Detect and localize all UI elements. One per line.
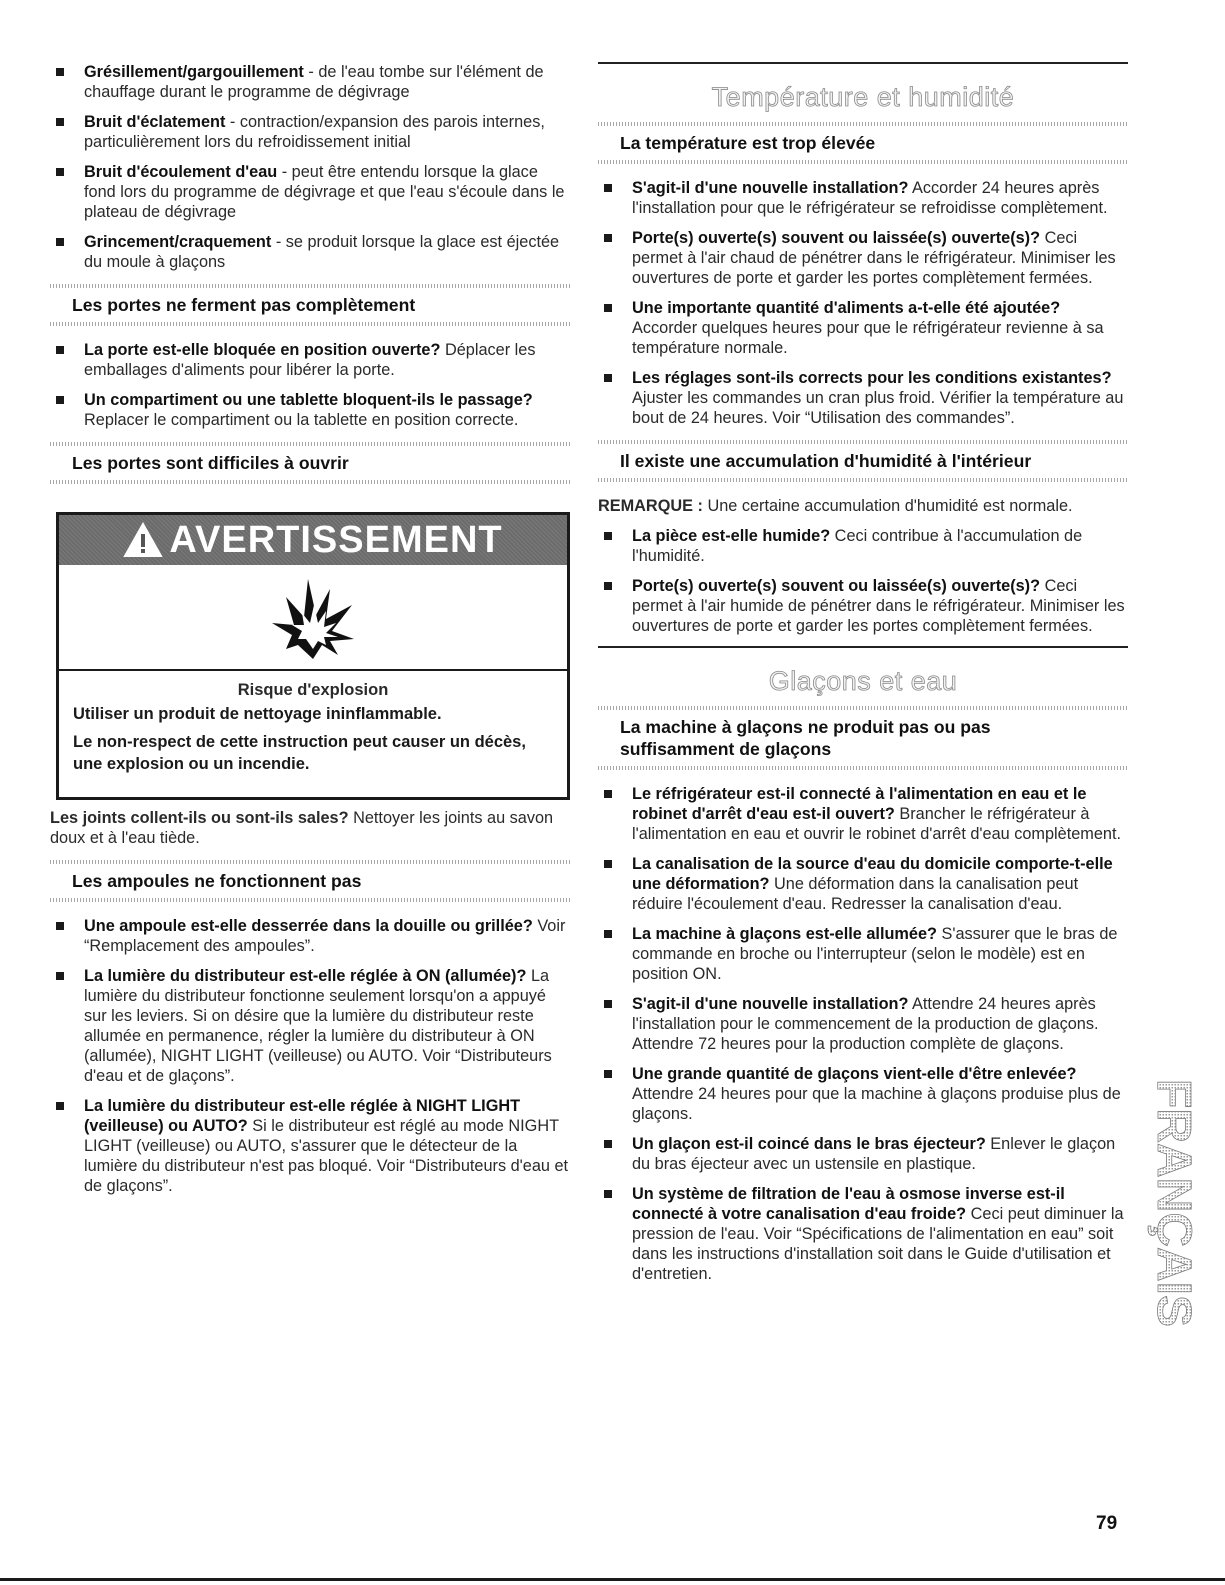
list-item: Grincement/craquement - se produit lorsque la glace est éjectée du moule à glaçons <box>50 232 572 272</box>
list-item: Bruit d'éclatement - contraction/expansion des parois internes, particulièrement lors du refroidissement initial <box>50 112 572 152</box>
left-column <box>50 62 572 1206</box>
hazard-label: Risque d'explosion <box>237 681 389 699</box>
list-item: La pièce est-elle humide? Ceci contribue à l'accumulation de l'humidité. <box>598 526 1128 566</box>
warning-instruction: Utiliser un produit de nettoyage ininflammable. <box>73 705 442 723</box>
bullet-icon <box>56 396 64 404</box>
list-item: La porte est-elle bloquée en position ouverte? Déplacer les emballages d'aliments pour libérer la porte. <box>50 340 572 380</box>
bullet-icon <box>56 346 64 354</box>
dotted-divider <box>50 442 572 446</box>
right-column <box>598 62 1128 1294</box>
dotted-divider <box>50 322 572 326</box>
bullet-icon <box>56 168 64 176</box>
bullet-icon <box>604 930 612 938</box>
bullet-icon <box>56 1102 64 1110</box>
explosion-icon <box>268 575 358 661</box>
list-item: S'agit-il d'une nouvelle installation? Accorder 24 heures après l'installation pour que le réfrigérateur se refroidisse complètement. <box>598 178 1128 218</box>
warning-triangle-icon <box>123 522 163 558</box>
list-item: La lumière du distributeur est-elle réglée à ON (allumée)? La lumière du distributeur fonctionne seulement lorsqu'on a appuyé sur les leviers. Si on désire que la lumière du distributeur reste allumée en permanence, régler la lumière du distributeur à ON (allumée), NIGHT LIGHT (veilleuse) ou AUTO. Voir “Distributeurs d'eau et de glaçons”. <box>50 966 572 1086</box>
list-item: Un glaçon est-il coincé dans le bras éjecteur? Enlever le glaçon du bras éjecteur avec un ustensile en plastique. <box>598 1134 1128 1174</box>
bottom-rule <box>0 1578 1225 1581</box>
list-item: Une ampoule est-elle desserrée dans la douille ou grillée? Voir “Remplacement des ampoules”. <box>50 916 572 956</box>
gaskets-paragraph: Les joints collent-ils ou sont-ils sales? Nettoyer les joints au savon doux et à l'eau tiède. <box>50 809 554 847</box>
bullet-icon <box>604 532 612 540</box>
list-item: Les réglages sont-ils corrects pour les conditions existantes? Ajuster les commandes un cran plus froid. Vérifier la température au bout de 24 heures. Voir “Utilisation des commandes”. <box>598 368 1128 428</box>
list-item: Bruit d'écoulement d'eau - peut être entendu lorsque la glace fond lors du programme de dégivrage et que l'eau s'écoule dans le plateau de dégivrage <box>50 162 572 222</box>
list-item: Un compartiment ou une tablette bloquent-ils le passage? Replacer le compartiment ou la tablette en position correcte. <box>50 390 572 430</box>
dotted-divider <box>50 860 572 864</box>
bullet-icon <box>56 238 64 246</box>
bullet-icon <box>604 234 612 242</box>
bullet-icon <box>604 860 612 868</box>
bullet-icon <box>604 374 612 382</box>
dotted-divider <box>598 160 1128 164</box>
dotted-divider <box>598 766 1128 770</box>
list-item: S'agit-il d'une nouvelle installation? Attendre 24 heures après l'installation pour le commencement de la production de glaçons. Attendre 72 heures pour la production complète de glaçons. <box>598 994 1128 1054</box>
bullet-icon <box>56 972 64 980</box>
list-item: La canalisation de la source d'eau du domicile comporte-t-elle une déformation? Une déformation dans la canalisation peut réduire l'écoulement d'eau. Redresser la canalisation d'eau. <box>598 854 1128 914</box>
bullet-icon <box>604 1000 612 1008</box>
list-item: Porte(s) ouverte(s) souvent ou laissée(s) ouverte(s)? Ceci permet à l'air humide de pénétrer dans le réfrigérateur. Minimiser les ouvertures de porte et garder les portes complètement fermées. <box>598 576 1128 636</box>
dotted-divider <box>598 440 1128 444</box>
list-item: La machine à glaçons est-elle allumée? S'assurer que le bras de commande en broche ou l'interrupteur (selon le modèle) est en position ON. <box>598 924 1128 984</box>
subheading-humidity: Il existe une accumulation d'humidité à l'intérieur <box>598 440 1128 482</box>
section-title-ice: Glaçons et eau <box>768 666 958 696</box>
dotted-divider <box>50 898 572 902</box>
language-side-tab <box>1140 1075 1200 1345</box>
humidity-note: REMARQUE : Une certaine accumulation d'humidité est normale. <box>598 497 1073 515</box>
bullet-icon <box>604 582 612 590</box>
bullet-icon <box>604 1190 612 1198</box>
subheading-doors-not-close: Les portes ne ferment pas complètement <box>50 284 572 326</box>
warning-consequence: Le non-respect de cette instruction peut causer un décès, une explosion ou un incendie. <box>73 733 526 773</box>
list-item: Une grande quantité de glaçons vient-elle d'être enlevée? Attendre 24 heures pour que la machine à glaçons produise plus de glaçons. <box>598 1064 1128 1124</box>
bullet-icon <box>56 922 64 930</box>
subheading-ice: La machine à glaçons ne produit pas ou pas suffisamment de glaçons <box>598 706 1128 770</box>
warning-box <box>56 512 570 800</box>
page-number: 79 <box>1096 1513 1118 1534</box>
dotted-divider <box>50 480 572 484</box>
bullet-icon <box>56 118 64 126</box>
subheading-doors-hard: Les portes sont difficiles à ouvrir <box>50 442 572 484</box>
section-title-temperature: Température et humidité <box>711 82 1015 112</box>
list-item: Le réfrigérateur est-il connecté à l'alimentation en eau et le robinet d'arrêt d'eau est-il ouvert? Brancher le réfrigérateur à l'alimentation en eau et ouvrir le robinet d'arrêt d'eau complètement. <box>598 784 1128 844</box>
list-item: Porte(s) ouverte(s) souvent ou laissée(s) ouverte(s)? Ceci permet à l'air chaud de pénétrer dans le réfrigérateur. Minimiser les ouvertures de porte et garder les portes complètement fermées. <box>598 228 1128 288</box>
dotted-divider <box>50 284 572 288</box>
warning-title: AVERTISSEMENT <box>169 518 503 561</box>
bullet-icon <box>604 304 612 312</box>
warning-header <box>59 515 567 565</box>
bullet-icon <box>604 1140 612 1148</box>
side-tab-label: FRANÇAIS <box>1147 1079 1200 1327</box>
subheading-temp-high: La température est trop élevée <box>598 122 1128 164</box>
list-item: Un système de filtration de l'eau à osmose inverse est-il connecté à votre canalisation d'eau froide? Ceci peut diminuer la pression de l'eau. Voir “Spécifications de l'alimentation en eau” soit dans les instructions d'installation soit dans le Guide d'utilisation et d'entretien. <box>598 1184 1128 1284</box>
dotted-divider <box>598 706 1128 710</box>
bullet-icon <box>604 1070 612 1078</box>
bullet-icon <box>56 68 64 76</box>
subheading-bulbs: Les ampoules ne fonctionnent pas <box>50 860 572 902</box>
bullet-icon <box>604 184 612 192</box>
bullet-icon <box>604 790 612 798</box>
list-item: La lumière du distributeur est-elle réglée à NIGHT LIGHT (veilleuse) ou AUTO? Si le distributeur est réglé au mode NIGHT LIGHT (veilleuse) ou AUTO, s'assurer que le détecteur de la lumière du distributeur n'est pas bloqué. Voir “Distributeurs d'eau et de glaçons”. <box>50 1096 572 1196</box>
list-item: Une importante quantité d'aliments a-t-elle été ajoutée? Accorder quelques heures pour que le réfrigérateur revienne à sa température normale. <box>598 298 1128 358</box>
dotted-divider <box>598 478 1128 482</box>
dotted-divider <box>598 122 1128 126</box>
list-item: Grésillement/gargouillement - de l'eau tombe sur l'élément de chauffage durant le programme de dégivrage <box>50 62 572 102</box>
